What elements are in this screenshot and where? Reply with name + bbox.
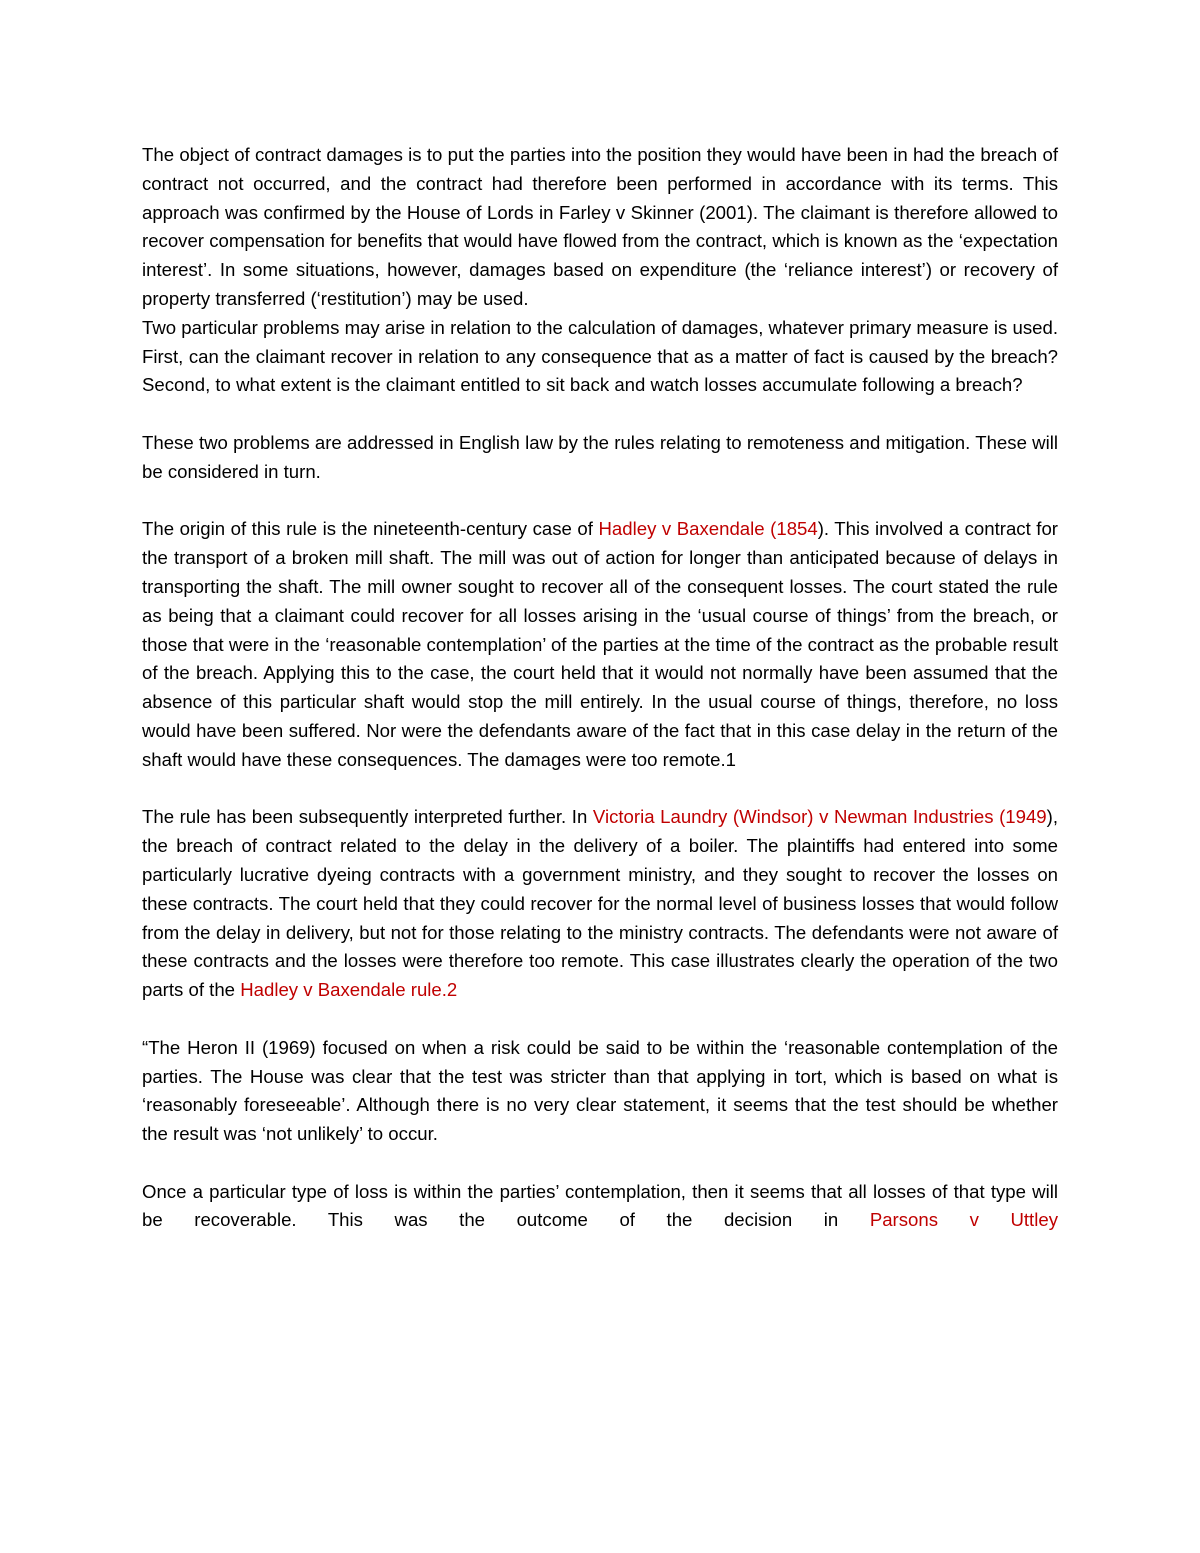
case-citation-hadley-rule: Hadley v Baxendale rule.2	[240, 979, 458, 1001]
paragraph-text: ). This involved a contract for the transport of a broken mill shaft. The mill was out of action for longer than anticipated because of delays in transporting the shaft. The mill owner sought to recover all of the consequent losses. The court stated the rule as being that a claimant could recover for all losses arising in the ‘usual course of things’ from the breach, or those that were in the ‘reasonable contemplation’ of the parties at the time of the contract as the probable result of the breach. Applying this to the case, the court held that it would not normally have been assumed that the absence of this particular shaft would stop the mill entirely. In the usual course of things, therefore, no loss would have been suffered. Nor were the defendants aware of the fact that in this case delay in the return of the shaft would have these consequences. The damages were too remote.1	[142, 518, 1059, 770]
paragraph-text: The rule has been subsequently interpreted further. In	[142, 806, 593, 828]
paragraph-hadley-origin	[142, 515, 1058, 774]
paragraph-parsons-v-uttley	[142, 1178, 1058, 1236]
case-citation-victoria-laundry: Victoria Laundry (Windsor) v Newman Industries (1949	[592, 806, 1047, 828]
case-citation-hadley-v-baxendale: Hadley v Baxendale (1854	[598, 518, 818, 540]
paragraph-two-problems	[142, 314, 1058, 400]
document-page	[142, 141, 1058, 1235]
paragraph-victoria-laundry	[142, 803, 1058, 1005]
paragraph-text: The origin of this rule is the nineteenth-century case of	[142, 518, 599, 540]
paragraph-heron-ii	[142, 1034, 1058, 1149]
paragraph-text: “The Heron II (1969) focused on when a risk could be said to be within the ‘reasonable contemplation of the parties. The House was clear that the test was stricter than that applying in tort, which is based on what is ‘reasonably foreseeable’. Although there is no very clear statement, it seems that the test should be whether the result was ‘not unlikely’ to occur.	[142, 1036, 1058, 1145]
paragraph-text: Once a particular type of loss is within the parties’ contemplation, then it seems that all losses of that type will be recoverable. This was the outcome of the decision in	[142, 1180, 1058, 1231]
paragraph-text: ), the breach of contract related to the delay in the delivery of a boiler. The plaintiffs had entered into some particularly lucrative dyeing contracts with a government ministry, and they sought to recover the losses on these contracts. The court held that they could recover for the normal level of business losses that would follow from the delay in delivery, but not for those relating to the ministry contracts. The defendants were not aware of these contracts and the losses were therefore too remote. This case illustrates clearly the operation of the two parts of the	[142, 806, 1058, 1001]
paragraph-contract-damages-object	[142, 141, 1058, 314]
paragraph-remoteness-mitigation	[142, 429, 1058, 487]
paragraph-text: The object of contract damages is to put the parties into the position they would have been in had the breach of contract not occurred, and the contract had therefore been performed in accordance with its terms. This approach was confirmed by the House of Lords in Farley v Skinner (2001). The claimant is therefore allowed to recover compensation for benefits that would have flowed from the contract, which is known as the ‘expectation interest’. In some situations, however, damages based on expenditure (the ‘reliance interest’) or recovery of property transferred (‘restitution’) may be used.	[142, 144, 1058, 309]
paragraph-text: These two problems are addressed in English law by the rules relating to remoteness and mitigation. These will be considered in turn.	[142, 431, 1058, 482]
case-citation-parsons-v-uttley: Parsons v Uttley	[869, 1209, 1058, 1231]
paragraph-text: Two particular problems may arise in relation to the calculation of damages, whatever primary measure is used. First, can the claimant recover in relation to any consequence that as a matter of fact is caused by the breach? Second, to what extent is the claimant entitled to sit back and watch losses accumulate following a breach?	[142, 316, 1058, 396]
